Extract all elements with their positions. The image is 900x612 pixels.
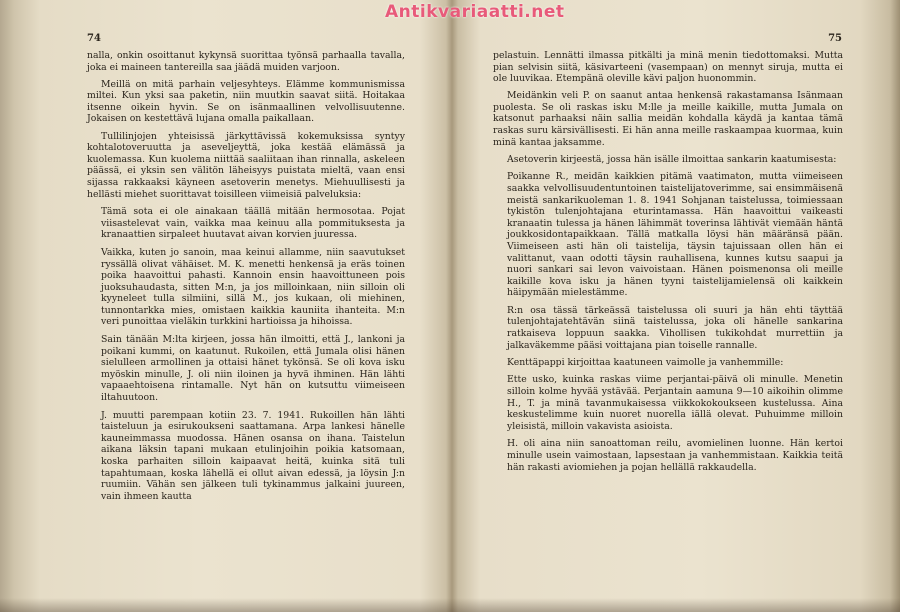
left-page-text [87,50,405,508]
right-page [450,0,900,612]
paragraph: pelastuin. Lennätti ilmassa pitkälti ja minä menin tiedottomaksi. Mutta pian selvisin siitä, käsivarteeni (vasempaan) on mennyt siruja, mutta ei ole luuvikaa. Etempänä oleville kävi paljon huonommin. [493,50,843,85]
paragraph: J. muutti parempaan kotiin 23. 7. 1941. Rukoillen hän lähti taisteluun ja esirukoukseni saattamana. Arpa lankesi hänelle kauneimmassa muodossa. Hänen osansa on ihana. Taistelun aikana läksin tapani mukaan etulinjoihin poikia katsomaan, koska parhaiten silloin kaipaavat heitä, kuinka sitä tuli tapahtumaan, koska lähellä ei ollut aivan edessä, ja löysin J:n ruumiin. Vähän sen jälkeen tuli tykinammus jalkaini juureen, vain ihmeen kautta [101,409,405,502]
paragraph: Sain tänään M:lta kirjeen, jossa hän ilmoitti, että J., lankoni ja poikani kummi, on kaatunut. Rukoilen, että Jumala olisi hänen sielulleen armollinen ja ottaisi hänet tykönsä. Se oli kova isku myöskin minulle, J. oli niin iloinen ja hyvä ihminen. Hän lähti vapaaehtoisena rintamalle. Nyt hän on kutsuttu viimeiseen iltahuutoon. [101,334,405,404]
paragraph: Poikanne R., meidän kaikkien pitämä vaatimaton, mutta viimeiseen saakka velvollisuudentuntoinen taistelijatoverimme, sai ensimmäisenä meistä sankarikuoleman 1. 8. 1941 Sohjanan taistelussa, toimiessaan tykistön tulenjohtajana eturintamassa. Hän haavoittui vaikeasti kranaatin tulessa ja hänen lähimmät toverinsa lähtivät viemään häntä joukkosidontapaikkaan. Tällä matkalla löysi hän määränsä pään. Viimeiseen asti hän oli taistelija, täysin tajuissaan ollen hän ei valittanut, vaan odotti täysin rauhallisena, kunnes kutsu saapui ja nuori sankari sai levon vaivoistaan. Hänen poismenonsa oli meille kaikille kova isku ja hänen tyyni taistelijamielensä oli kaikkein häipymään mielestämme. [507,171,843,299]
paragraph: Meillä on mitä parhain veljesyhteys. Elämme kommunismissa miltei. Kun yksi saa paketin, niin muutkin saavat siitä. Hoitakaa itsenne oikein hyvin. Se on isänmaallinen velvollisuutenne. Jokaisen on kestettävä lujana omalla paikallaan. [87,78,405,125]
paragraph: Tullilinjojen yhteisissä järkyttävissä kokemuksissa syntyy kohtalotoveruutta ja aseveljeyttä, joka kestää elämässä ja kuolemassa. Kun kuolema niittää saaliitaan ihan rinnalla, askeleen päässä, ei yksin sen välitön läheisyys puistata mieltä, vaan ensi sijassa rakkaaksi käyneen asetoverin menetys. Miehuullisesti ja hellästi miehet suorittavat toisilleen viimeisiä palveluksia: [87,130,405,200]
paragraph: Meidänkin veli P. on saanut antaa henkensä rakastamansa Isänmaan puolesta. Se oli raskas isku M:lle ja meille kaikille, mutta Jumala on katsonut parhaaksi näin sallia meidän kohdalla käydä ja kantaa tämä raskas suru kärsivällisesti. Ei hän anna meille raskaampaa kuormaa, kuin minä kantaa jaksamme. [493,90,843,148]
paragraph: Tämä sota ei ole ainakaan täällä mitään hermosotaa. Pojat viisastelevat vain, vaikka maa keinuu alla pommituksesta ja kranaattien sirpaleet huutavat aivan korvien juuressa. [101,206,405,241]
paragraph: Asetoverin kirjeestä, jossa hän isälle ilmoittaa sankarin kaatumisesta: [507,153,837,165]
right-page-text [493,50,843,479]
paragraph: Kenttäpappi kirjoittaa kaatuneen vaimolle ja vanhemmille: [507,356,784,368]
page-number-right: 75 [828,33,842,44]
paragraph: R:n osa tässä tärkeässä taistelussa oli suuri ja hän ehti täyttää tulenjohtajatehtävän siinä taistelussa, joka oli hänelle sankarina ratkaiseva loppuun saakka. Vihollisen tukikohdat murrettiin ja jalkaväkemme pääsi voittajana pian toiselle rannalle. [507,304,843,351]
paragraph: Ette usko, kuinka raskas viime perjantai-päivä oli minulle. Menetin silloin kolme hyvää ystävää. Perjantain aamuna 9—10 aikoihin olimme H., T. ja minä tavanmukaisessa viikkokokoukseen kustelussa. Aina keskustelimme kuin nuoret nuorella iällä olevat. Puhuimme milloin yleisistä, milloin vakavista asioista. [507,374,843,432]
watermark-text: Antikvariaatti.net [385,2,565,22]
paragraph: Vaikka, kuten jo sanoin, maa keinui allamme, niin saavutukset ryssällä olivat vähäiset. M. K. menetti henkensä ja eräs toinen poika haavoittui pahasti. Kannoin ensin haavoittuneen pois juoksuhaudasta, sitten M:n, ja jos milloinkaan, niin silloin oli kyyneleet tulla silmiini, sillä M., jos kukaan, oli miehinen, tunnontarkka mies, omistaen kaikkia kauniita ihanteita. M:n veri punoittaa vieläkin turkkini hartioissa ja hihoissa. [101,246,405,328]
paragraph: H. oli aina niin sanoattoman reilu, avomielinen luonne. Hän kertoi minulle usein vaimostaan, lapsestaan ja vanhemmistaan. Kaikkia teitä hän rakasti aviomiehen ja pojan hellällä rakkaudella. [507,438,843,473]
page-bottom-shadow [0,598,900,612]
page-number-left: 74 [87,33,101,44]
paragraph: nalla, onkin osoittanut kykynsä suorittaa työnsä parhaalla tavalla, joka ei maineen tantereilla saa jäädä muiden varjoon. [87,50,405,73]
